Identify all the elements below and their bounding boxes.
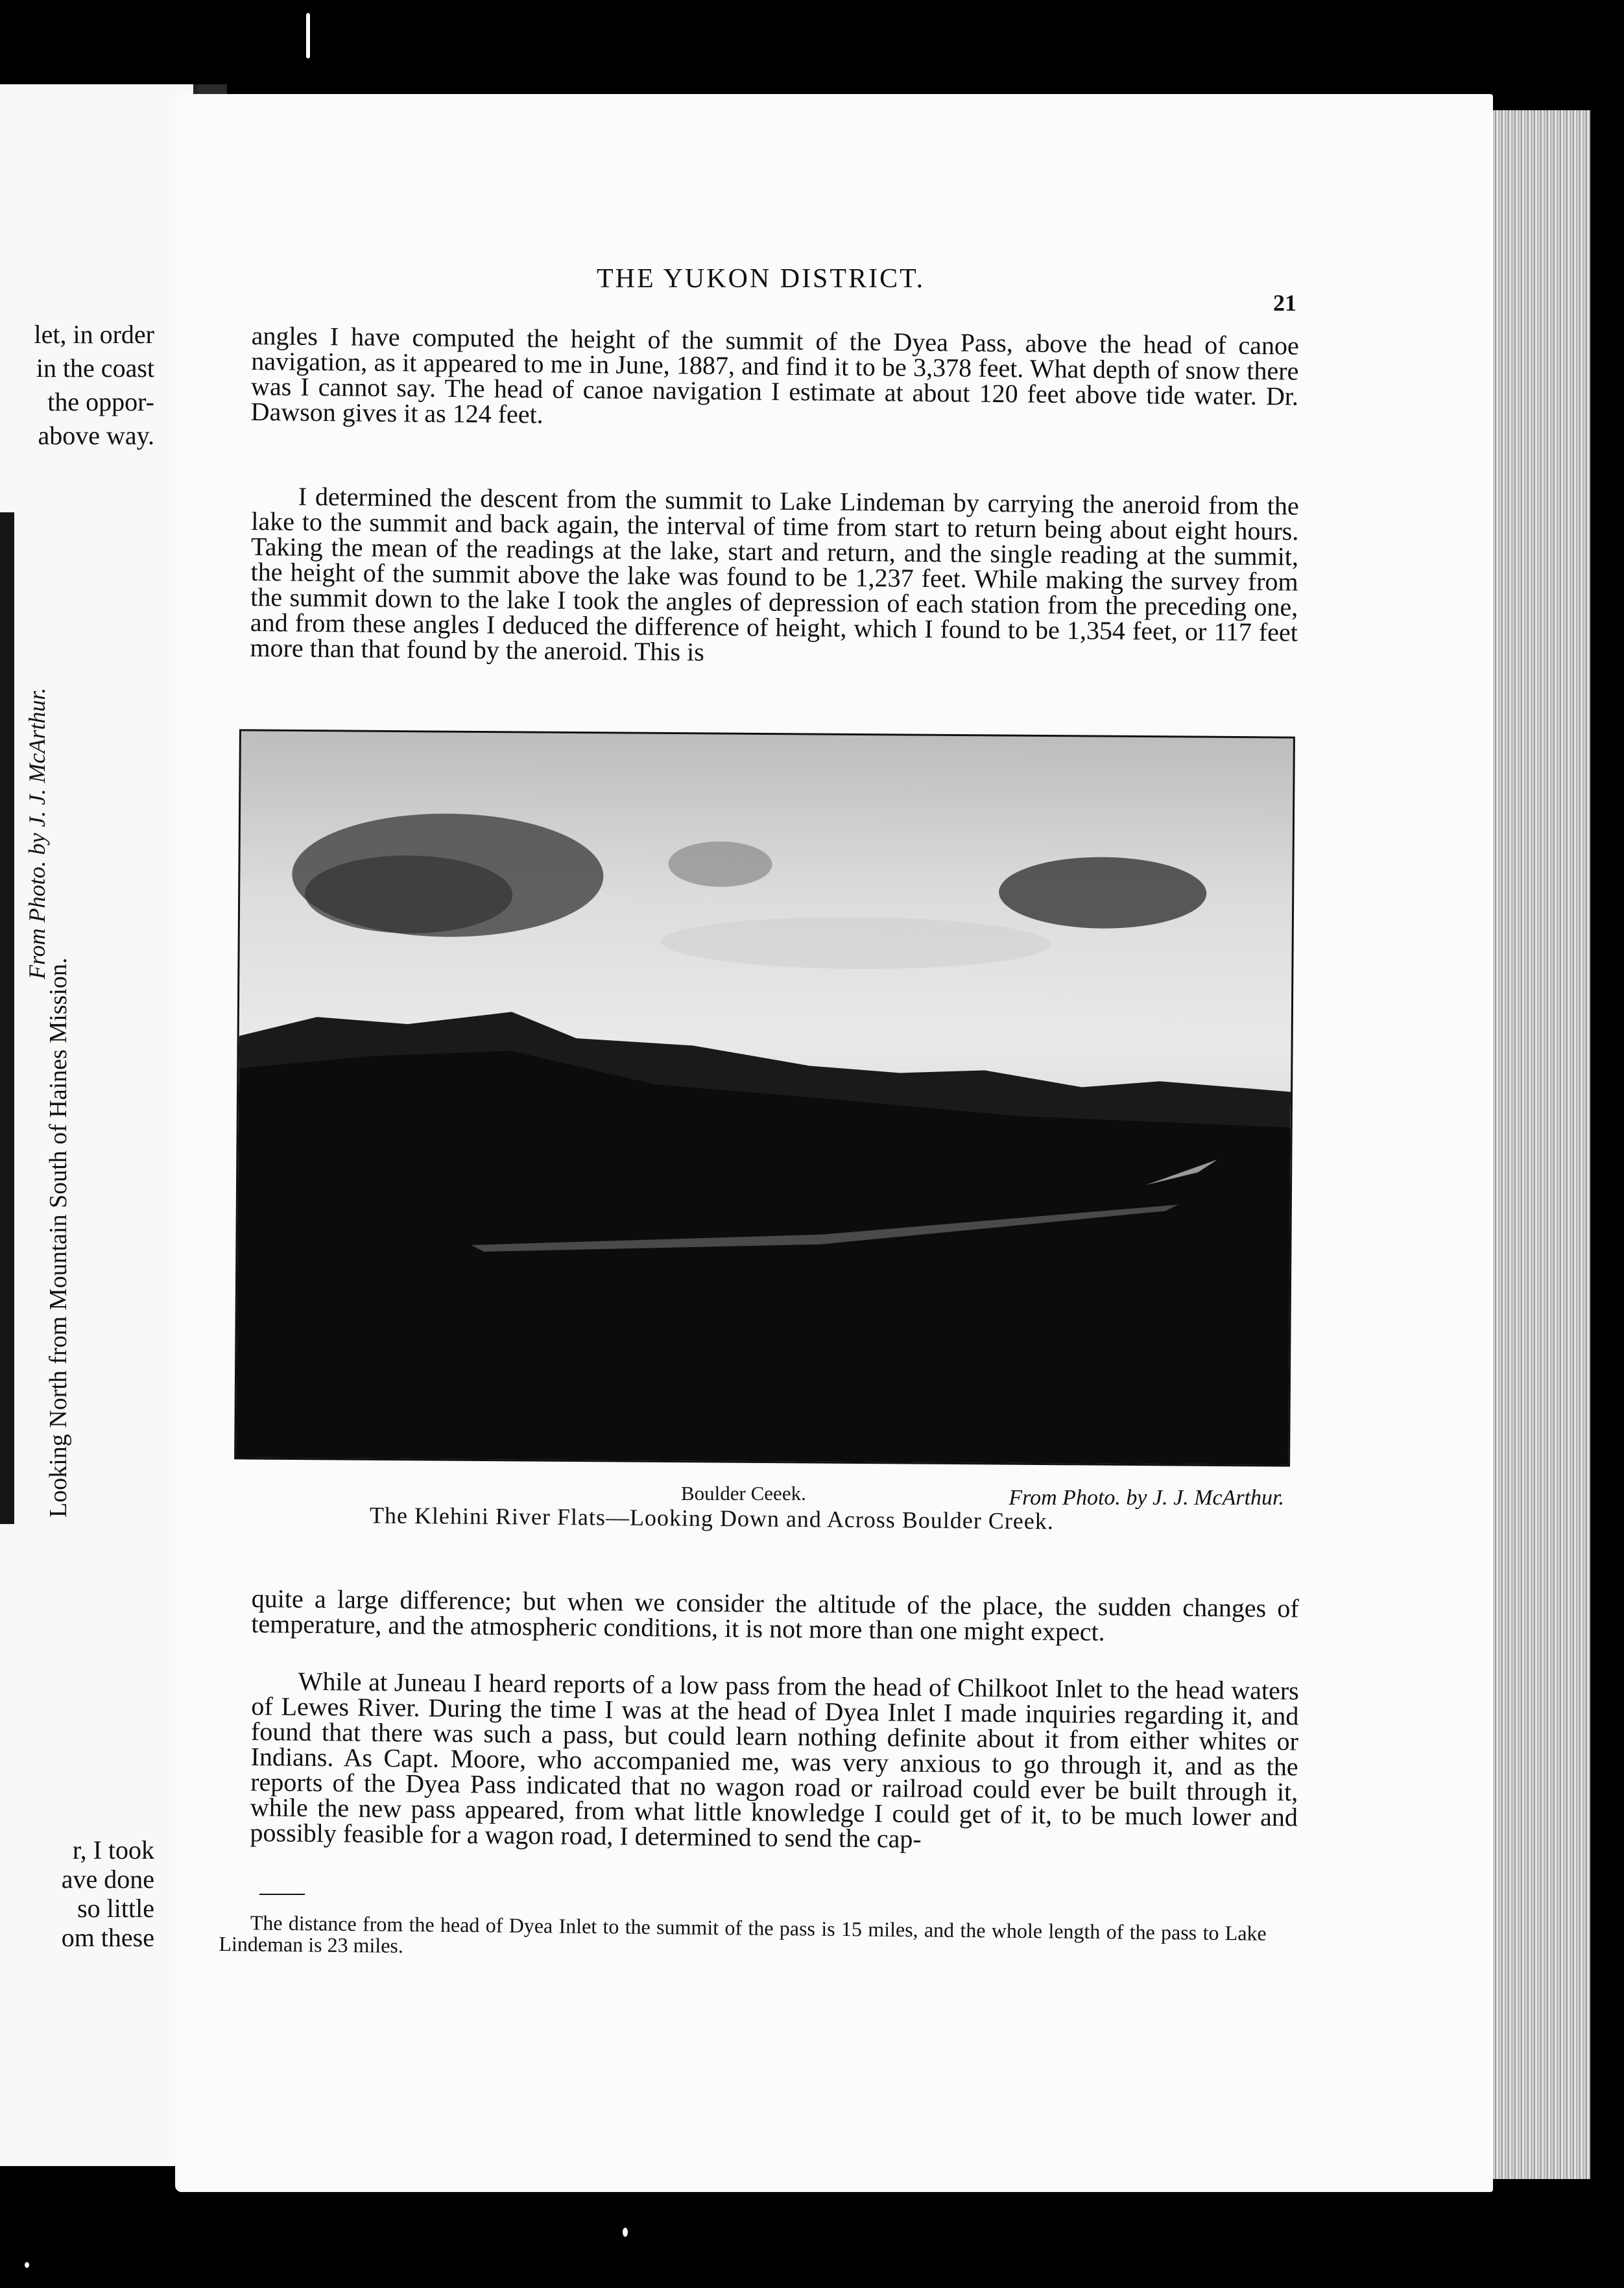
left-page-top-text	[34, 318, 155, 453]
paragraph-3	[251, 1586, 1299, 1646]
figure-caption-line	[681, 1482, 1284, 1510]
left-plate-caption: Looking North from Mountain South of Haines Mission.	[45, 957, 72, 1518]
figure-sub-caption: Boulder Ceeek.	[681, 1482, 806, 1505]
left-line: let, in order	[34, 320, 154, 349]
left-plate-credit: From Photo. by J. J. McArthur.	[24, 687, 50, 979]
left-line: ave done	[61, 1865, 154, 1894]
scan-speck	[25, 2262, 29, 2268]
photograph-image	[236, 731, 1293, 1464]
left-page	[0, 84, 197, 2166]
left-plate-edge	[0, 512, 14, 1524]
footnote-text: The distance from the head of Dyea Inlet to the summit of the pass is 15 miles, and the whole length of the pass to Lake Lindeman is 23 miles.	[219, 1911, 1267, 1957]
photograph-klehini-river-flats	[234, 729, 1295, 1466]
paragraph-text: quite a large difference; but when we consider the altitude of the place, the sudden changes of temperature, and the atmospheric conditions, it is not more than one might expect.	[251, 1584, 1299, 1647]
left-line: so little	[77, 1894, 154, 1923]
paragraph-text: While at Juneau I heard reports of a low pass from the head of Chilkoot Inlet to the head waters of Lewes River. During the time I was at the head of Dyea Inlet I made inquiries regarding it, and found that there was such a pass, but could learn nothing definite about it from either whites or Indians. As Capt. Moore, who accompanied me, was very anxious to go through it, and as the reports of the Dyea Pass indicated that no wagon road or railroad could ever be built through it, while the new pass appeared, from what little knowledge I could get of it, to be much lower and possibly feasible for a wagon road, I determined to send the cap-	[250, 1666, 1299, 1853]
page-number: 21	[1273, 290, 1296, 316]
paragraph-1	[251, 323, 1299, 434]
running-header: THE YUKON DISTRICT.	[597, 264, 925, 294]
left-line: the oppor-	[47, 387, 154, 416]
footnote-rule	[259, 1894, 305, 1895]
paragraph-text: angles I have computed the height of the summit of the Dyea Pass, above the head of canoe navigation, as it appeared to me in June, 1887, and find it to be 3,378 feet. What depth of snow there was I cannot say. The head of canoe navigation I estimate at about 120 feet above tide water. Dr. Dawson gives it as 124 feet.	[250, 321, 1299, 429]
scan-speck	[623, 2228, 628, 2237]
figure-credit: From Photo. by J. J. McArthur.	[1009, 1486, 1284, 1510]
scan-speck	[306, 13, 310, 58]
left-line: om these	[61, 1923, 154, 1952]
figure-title: The Klehini River Flats—Looking Down and Across Boulder Creek.	[369, 1502, 1055, 1534]
page-edge	[1493, 110, 1590, 2179]
paragraph-2	[250, 483, 1299, 670]
left-line: in the coast	[36, 353, 154, 383]
left-line: r, I took	[72, 1835, 154, 1865]
left-page-bottom-text	[62, 1835, 154, 1952]
left-line: above way.	[38, 421, 154, 450]
paragraph-text: I determined the descent from the summit to Lake Lindeman by carrying the aneroid from the lake to the summit and back again, the interval of time from start to return being about eight hours. Taking the mean of the readings at the lake, start and return, and the single reading at the summit, the height of the summit above the lake was found to be 1,237 feet. While making the survey from the summit down to the lake I took the angles of depression of each station from the preceding one, and from these angles I deduced the difference of height, which I found to be 1,354 feet, or 117 feet more than that found by the aneroid. This is	[250, 481, 1299, 667]
paragraph-4	[250, 1668, 1299, 1855]
